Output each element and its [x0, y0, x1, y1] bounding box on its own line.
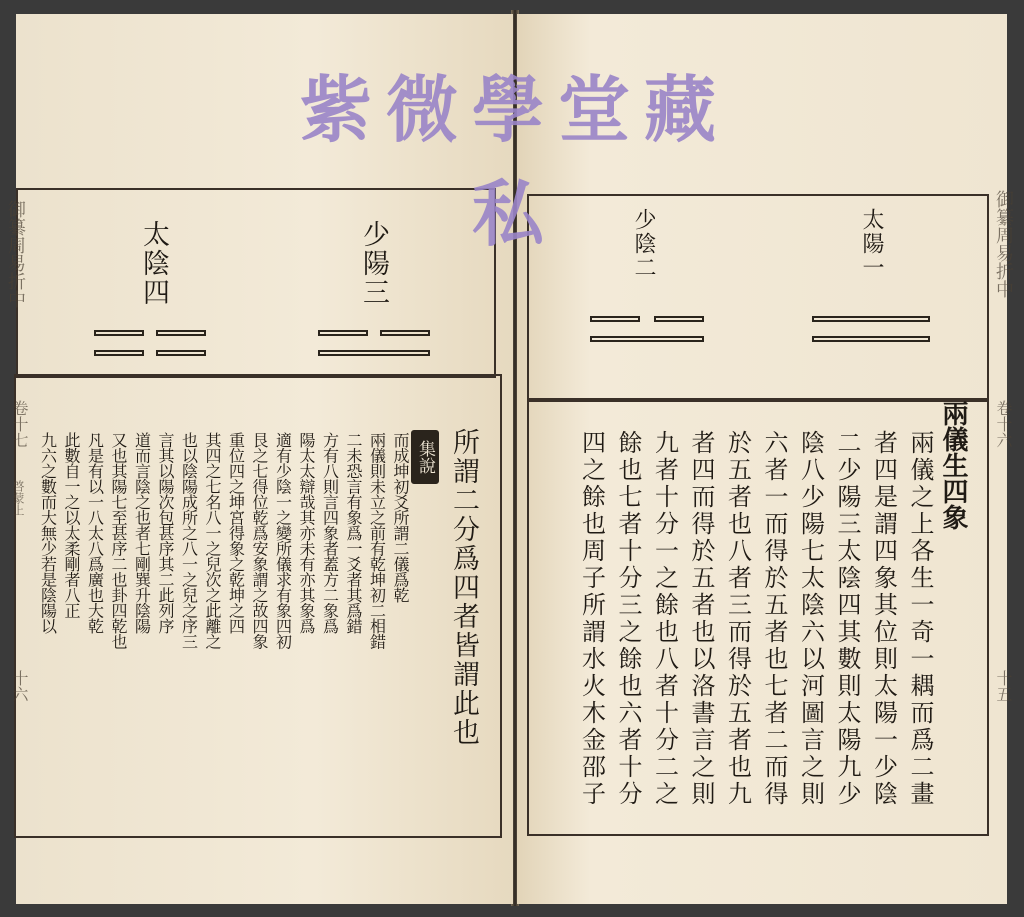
commentary-col: 重位四之坤宮得象之乾坤之四 — [226, 432, 246, 634]
body-col: 者四是謂四象其位則太陽一少陰 — [869, 430, 898, 808]
body-col: 兩儀之上各生一奇一耦而爲二畫 — [906, 430, 934, 808]
tai-yang-line-1 — [812, 316, 930, 322]
commentary-col: 言其以陽次包甚序其二此列序 — [156, 432, 175, 634]
tai-yin-line-1b — [156, 330, 206, 336]
left-margin-title: 御纂周易折中 — [5, 200, 26, 308]
left-margin-page: 十六 — [10, 670, 29, 702]
body-col: 者四而得於五者也以洛書言之則 — [687, 430, 715, 808]
commentary-col: 也以陰陽成所之八一之兒之序三 — [179, 432, 199, 649]
shao-yin-line-1b — [654, 316, 704, 322]
label-shao-yin: 少陰二 — [631, 208, 656, 280]
shao-yang-line-2 — [318, 350, 430, 356]
left-main-col-0: 所謂二分爲四者皆謂此也 — [448, 428, 479, 747]
body-col: 陰八少陽七太陰六以河圖言之則 — [796, 430, 825, 808]
left-margin-volume: 卷十七 — [10, 400, 29, 448]
body-col: 四之餘也周子所謂水火木金邵子 — [577, 430, 606, 808]
right-margin-title: 御纂周易折中 — [993, 190, 1014, 298]
tai-yin-line-1a — [94, 330, 144, 336]
commentary-col: 又也其陽七至甚序二也卦四乾也 — [109, 432, 128, 649]
body-col: 餘也七者十分三之餘也六者十分 — [614, 430, 642, 808]
commentary-col: 兩儀則未立之前有乾坤初二相錯 — [367, 432, 387, 649]
collector-stamp: 紫微學堂藏私 — [299, 67, 730, 256]
shao-yin-line-1a — [590, 316, 640, 322]
tai-yang-line-2 — [812, 336, 930, 342]
body-col: 六者一而得於五者也七者二而得 — [760, 430, 788, 808]
left-margin-sub: 啓蒙上 — [11, 480, 25, 516]
body-col: 於五者也八者三而得於五者也九 — [723, 430, 752, 808]
commentary-col: 艮之七得位乾爲安象謂之故四象 — [250, 432, 269, 649]
commentary-col: 二未恐言有象爲一爻者其爲錯 — [344, 432, 363, 634]
tai-yin-line-2a — [94, 350, 144, 356]
right-margin-page: 十五 — [994, 670, 1013, 702]
tai-yin-line-2b — [156, 350, 206, 356]
label-tai-yin: 太陰四 — [138, 220, 169, 307]
commentary-col: 九六之數而大無少若是陰陽以 — [38, 432, 58, 634]
commentary-col: 而成坤初爻所謂二儀爲乾 — [391, 432, 410, 603]
commentary-badge: 集說 — [411, 430, 439, 484]
body-col: 二少陽三太陰四其數則太陽九少 — [833, 430, 861, 808]
commentary-col: 道而言陰之也者七剛巽升陰陽 — [132, 432, 152, 634]
commentary-col: 陽太太辯哉其亦未有亦其象爲 — [297, 432, 316, 634]
shao-yin-line-2 — [590, 336, 704, 342]
commentary-col: 此數自一之以太柔剛者八正 — [62, 432, 81, 618]
commentary-col: 方有八則言四象者蓋方二象爲 — [320, 432, 340, 634]
commentary-col: 凡是有以一八太八爲廣也大乾 — [85, 432, 105, 634]
shao-yang-line-1a — [318, 330, 368, 336]
section-heading: 兩儀生四象 — [938, 400, 968, 530]
label-shao-yang: 少陽三 — [358, 220, 389, 307]
body-col: 九者十分一之餘也八者十分二之 — [650, 430, 679, 808]
commentary-col: 適有少陰一之變所儀求有象四初 — [273, 432, 293, 649]
right-margin-volume: 卷十六 — [994, 400, 1013, 448]
commentary-col: 其四之七名八一之兒次之此離之 — [203, 432, 222, 649]
shao-yang-line-1b — [380, 330, 430, 336]
label-tai-yang: 太陽一 — [859, 208, 884, 280]
